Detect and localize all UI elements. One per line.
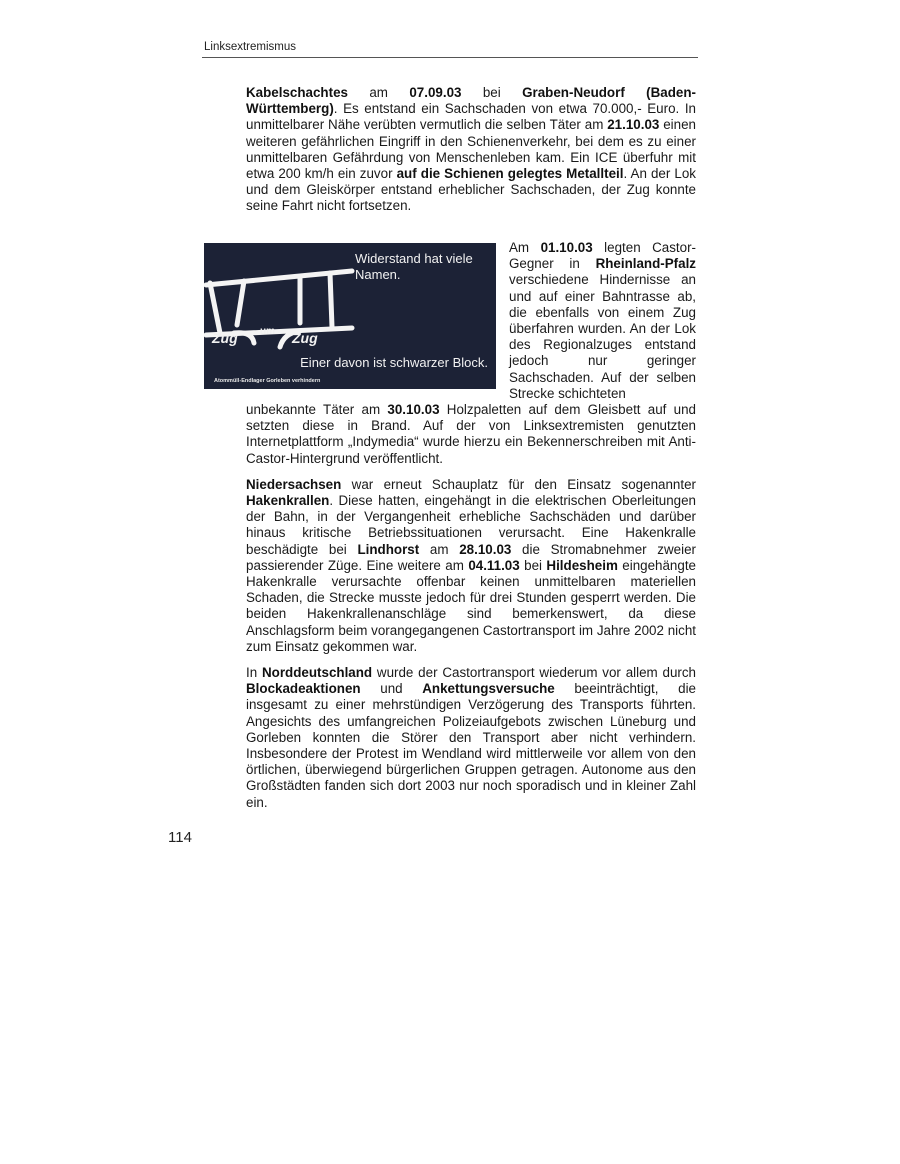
header-rule	[202, 57, 698, 58]
poster-text-zug-left: Zug	[212, 330, 238, 346]
poster-tagline: Einer davon ist schwarzer Block.	[300, 355, 488, 370]
page-number: 114	[168, 829, 192, 846]
paragraph-2-side: Am 01.10.03 legten Castor-Gegner in Rheinland-Pfalz verschiedene Hindernisse an und auf einer Bahntrasse ab, die ebenfalls von einem Zug überfahren wurden. An der Lok des Regionalzuges entstand jedoch nur geringer Sachschaden. Auf der selben Strecke schichteten	[509, 240, 697, 401]
poster-text-zug-right: Zug	[292, 330, 318, 346]
protest-poster-image	[204, 243, 496, 389]
paragraph-3: Niedersachsen war erneut Schauplatz für den Einsatz sogenannter Hakenkrallen. Diese hatten, eingehängt in die elektrischen Oberleitungen der Bahn, in der Vergangenheit erhebliche Sachschäden und darüber hinaus kritische Betriebssituationen verursacht. Eine Hakenkralle beschädigte bei Lindhorst am 28.10.03 die Stromabnehmer zweier passierender Züge. Eine weitere am 04.11.03 bei Hildesheim eingehängte Hakenkralle verursachte offenbar keinen unmittelbaren materiellen Schaden, die Strecke musste jedoch für drei Stunden gesperrt werden. Die beiden Hakenkrallenanschläge sind bemerkenswert, da diese Anschlagsform beim vorangegangenen Castortransport im Jahre 2002 nicht zum Einsatz gekommen war.	[246, 476, 696, 654]
poster-text-um: um	[260, 326, 275, 337]
paragraph-1: Kabelschachtes am 07.09.03 bei Graben-Neudorf (Baden-Württemberg). Es entstand ein Sachschaden von etwa 70.000,- Euro. In unmittelbarer Nähe verübten vermutlich die selben Täter am 21.10.03 einen weiteren gefährlichen Eingriff in den Schienenverkehr, bei dem es zu einer unmittelbaren Gefährdung von Menschenleben kam. Ein ICE überfuhr mit etwa 200 km/h ein zuvor auf die Schienen gelegtes Metallteil. An der Lok und dem Gleiskörper entstand erheblicher Sachschaden, der Zug konnte seine Fahrt nicht fortsetzen.	[246, 85, 697, 214]
poster-caption: Atommüll-Endlager Gorleben verhindern	[214, 378, 321, 384]
running-head: Linksextremismus	[204, 41, 297, 53]
paragraph-2-continued: unbekannte Täter am 30.10.03 Holzpaletten auf dem Gleisbett auf und setzten diese in Brand. Auf der von Linksextremisten genutzten Internetplattform „Indymedia“ wurde hierzu ein Bekennerschreiben mit Anti-Castor-Hintergrund veröffentlicht.	[246, 402, 696, 466]
poster-headline: Widerstand hat viele Namen.	[355, 251, 473, 282]
paragraph-4: In Norddeutschland wurde der Castortransport wiederum vor allem durch Blockadeaktionen und Ankettungsversuche beeinträchtigt, die insgesamt zu einer mehrstündigen Verzögerung des Transports führten. Angesichts des umfangreichen Polizeiaufgebots zwischen Lüneburg und Gorleben konnten die Störer den Transport aber nicht verhindern. Insbesondere der Protest im Wendland wird mittlerweile vor allem von den örtlichen, überwiegend bürgerlichen Gruppen getragen. Autonome aus den Großstädten fanden sich dort 2003 nur noch sporadisch und in kleiner Zahl ein.	[246, 665, 697, 810]
paragraphs-continued	[246, 402, 696, 821]
